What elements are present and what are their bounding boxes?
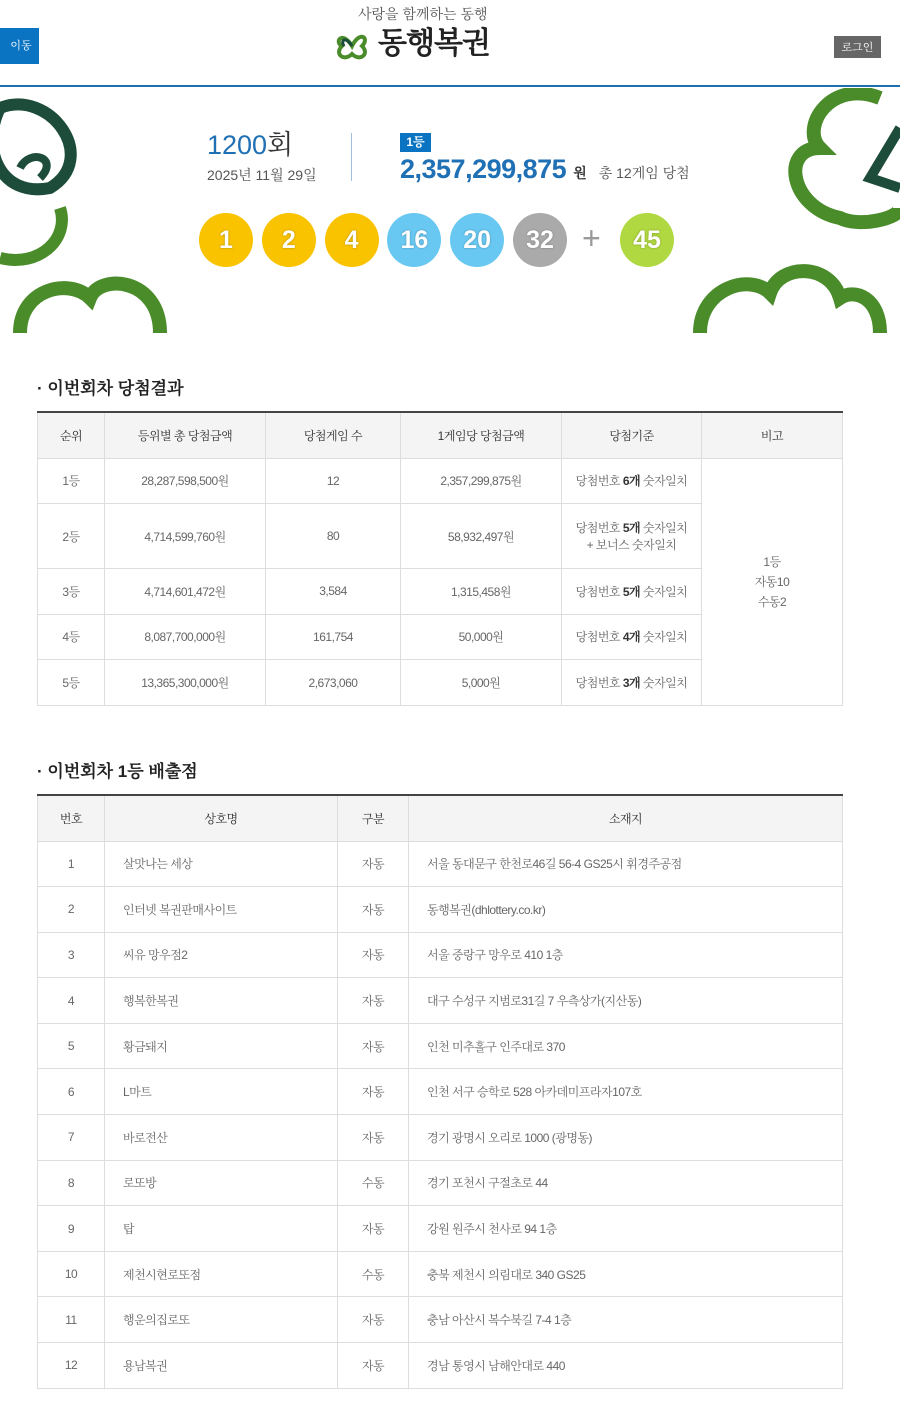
site-header: [0, 0, 900, 87]
note-line: 1등: [763, 554, 781, 569]
cell-number: 3: [38, 932, 105, 978]
winning-number-ball: 1: [199, 213, 253, 267]
cell-store-name: 탑: [105, 1206, 338, 1252]
cell-type: 자동: [338, 1343, 409, 1389]
column-header: 당첨기준: [562, 412, 702, 458]
cell-note: [702, 458, 843, 705]
cell-criteria: [562, 458, 702, 504]
cell-number: 1: [38, 841, 105, 887]
column-header: 1게임당 당첨금액: [401, 412, 562, 458]
column-header: 소재지: [409, 795, 843, 841]
cell-number: 4: [38, 978, 105, 1024]
results-section-title: · 이번회차 당첨결과: [37, 379, 184, 398]
cell-store-name: 행복한복권: [105, 978, 338, 1024]
cell-address[interactable]: 충남 아산시 복수북길 7-4 1층: [409, 1297, 843, 1343]
prize-line: [400, 154, 690, 189]
criteria-text: 당첨번호: [575, 584, 623, 599]
table-row: [38, 458, 843, 504]
cell-number: 7: [38, 1115, 105, 1161]
column-header: 상호명: [105, 795, 338, 841]
cell-store-name: 제천시현로또점: [105, 1251, 338, 1297]
cell-address[interactable]: 경기 광명시 오리로 1000 (광명동): [409, 1115, 843, 1161]
column-header: 등위별 총 당첨금액: [105, 412, 266, 458]
stores-table: [37, 794, 843, 1389]
cell-criteria: [562, 660, 702, 706]
cell-store-name: L마트: [105, 1069, 338, 1115]
cell-per: 58,932,497원: [401, 504, 562, 569]
cell-address[interactable]: 경기 포천시 구절초로 44: [409, 1160, 843, 1206]
cell-address[interactable]: 대구 수성구 지범로31길 7 우측상가(지산동): [409, 978, 843, 1024]
criteria-count: 6개: [622, 474, 641, 489]
criteria-count: 3개: [622, 676, 641, 691]
criteria-text: 숫자일치: [640, 676, 688, 691]
logo-name: 동행복권: [378, 27, 490, 60]
login-button[interactable]: 로그인: [834, 36, 881, 58]
winning-number-ball: 16: [387, 213, 441, 267]
criteria-count: 5개: [622, 521, 641, 536]
table-row: [38, 887, 843, 933]
cell-number: 11: [38, 1297, 105, 1343]
criteria-text: 숫자일치: [640, 630, 688, 645]
criteria-count: 5개: [622, 584, 641, 599]
cell-type: 자동: [338, 978, 409, 1024]
cell-type: 자동: [338, 1023, 409, 1069]
cell-games: 12: [266, 458, 401, 504]
table-row: [38, 1069, 843, 1115]
cell-rank: 4등: [38, 614, 105, 660]
stores-section-title: · 이번회차 1등 배출점: [37, 762, 198, 781]
cell-address[interactable]: 서울 중랑구 망우로 410 1층: [409, 932, 843, 978]
cell-number: 9: [38, 1206, 105, 1252]
table-row: [38, 1160, 843, 1206]
cell-store-name: 황금돼지: [105, 1023, 338, 1069]
cell-per: 5,000원: [401, 660, 562, 706]
table-row: [38, 1251, 843, 1297]
logo[interactable]: [330, 6, 520, 68]
cell-per: 2,357,299,875원: [401, 458, 562, 504]
table-row: [38, 1023, 843, 1069]
cell-address[interactable]: 강원 원주시 천사로 94 1층: [409, 1206, 843, 1252]
cell-store-name: 바로전산: [105, 1115, 338, 1161]
cell-games: 3,584: [266, 569, 401, 615]
cell-store-name: 살맛나는 세상: [105, 841, 338, 887]
table-row: [38, 1297, 843, 1343]
cell-store-name: 씨유 망우점2: [105, 932, 338, 978]
cell-number: 8: [38, 1160, 105, 1206]
criteria-text: 숫자일치: [640, 584, 688, 599]
cell-type: 자동: [338, 1297, 409, 1343]
cell-per: 50,000원: [401, 614, 562, 660]
cell-address[interactable]: 동행복권(dhlottery.co.kr): [409, 887, 843, 933]
cell-address[interactable]: 인천 미추홀구 인주대로 370: [409, 1023, 843, 1069]
criteria-text: 당첨번호: [575, 676, 623, 691]
divider: [351, 133, 352, 181]
criteria-count: 4개: [622, 630, 641, 645]
cell-criteria: [562, 569, 702, 615]
cell-store-name: 인터넷 복권판매사이트: [105, 887, 338, 933]
criteria-text: 당첨번호: [575, 474, 623, 489]
cell-total: 4,714,599,760원: [105, 504, 266, 569]
cell-type: 자동: [338, 1115, 409, 1161]
cell-number: 2: [38, 887, 105, 933]
clover-decoration-icon: [0, 88, 180, 333]
column-header: 구분: [338, 795, 409, 841]
cell-total: 28,287,598,500원: [105, 458, 266, 504]
winner-count: 총 12게임 당첨: [598, 165, 690, 181]
cell-number: 6: [38, 1069, 105, 1115]
round-number: 1200회: [207, 130, 294, 160]
cell-rank: 3등: [38, 569, 105, 615]
cell-total: 8,087,700,000원: [105, 614, 266, 660]
winning-number-ball: 32: [513, 213, 567, 267]
cell-type: 수동: [338, 1251, 409, 1297]
cell-type: 수동: [338, 1160, 409, 1206]
column-header: 순위: [38, 412, 105, 458]
table-row: [38, 1343, 843, 1389]
note-line: 자동10: [754, 574, 790, 589]
cell-number: 10: [38, 1251, 105, 1297]
table-row: [38, 978, 843, 1024]
table-row: [38, 1206, 843, 1252]
cell-store-name: 용남복권: [105, 1343, 338, 1389]
cell-address[interactable]: 충북 제천시 의림대로 340 GS25: [409, 1251, 843, 1297]
criteria-text: 숫자일치: [640, 521, 688, 536]
table-row: [38, 1115, 843, 1161]
logo-tagline: 사랑을 함께하는 동행: [358, 6, 488, 22]
cell-type: 자동: [338, 841, 409, 887]
cell-type: 자동: [338, 887, 409, 933]
cell-number: 12: [38, 1343, 105, 1389]
cell-address[interactable]: 서울 동대문구 한천로46길 56-4 GS25시 휘경주공점: [409, 841, 843, 887]
cell-total: 13,365,300,000원: [105, 660, 266, 706]
winning-number-ball: 2: [262, 213, 316, 267]
table-row: [38, 841, 843, 887]
cell-games: 80: [266, 504, 401, 569]
rank-badge: 1등: [400, 133, 431, 152]
cell-rank: 5등: [38, 660, 105, 706]
cell-criteria: [562, 504, 702, 569]
winning-number-ball: 20: [450, 213, 504, 267]
cell-games: 2,673,060: [266, 660, 401, 706]
cell-rank: 1등: [38, 458, 105, 504]
cell-rank: 2등: [38, 504, 105, 569]
cell-type: 자동: [338, 1069, 409, 1115]
column-header: 번호: [38, 795, 105, 841]
results-table: [37, 411, 843, 706]
draw-result-hero: [0, 88, 900, 333]
criteria-text: 당첨번호: [575, 630, 623, 645]
criteria-text: 숫자일치: [640, 474, 688, 489]
cell-per: 1,315,458원: [401, 569, 562, 615]
plus-sign: +: [582, 220, 601, 256]
column-header: 비고: [702, 412, 843, 458]
column-header: 당첨게임 수: [266, 412, 401, 458]
cell-store-name: 로또방: [105, 1160, 338, 1206]
move-button[interactable]: 이동: [0, 28, 39, 64]
criteria-bonus: + 보너스 숫자일치: [586, 538, 677, 553]
criteria-text: 당첨번호: [575, 521, 623, 536]
cell-type: 자동: [338, 932, 409, 978]
cell-type: 자동: [338, 1206, 409, 1252]
clover-logo-icon: [332, 28, 372, 64]
table-row: [38, 932, 843, 978]
cell-address[interactable]: 인천 서구 승학로 528 아카데미프라자107호: [409, 1069, 843, 1115]
cell-total: 4,714,601,472원: [105, 569, 266, 615]
bonus-ball: 45: [620, 213, 674, 267]
cell-games: 161,754: [266, 614, 401, 660]
cell-store-name: 행운의집로또: [105, 1297, 338, 1343]
first-prize-amount: 2,357,299,875 원: [400, 154, 587, 184]
clover-decoration-icon: [680, 88, 900, 333]
cell-address[interactable]: 경남 통영시 남해안대로 440: [409, 1343, 843, 1389]
draw-date: 2025년 11월 29일: [207, 167, 317, 183]
cell-number: 5: [38, 1023, 105, 1069]
note-line: 수동2: [757, 594, 787, 609]
cell-criteria: [562, 614, 702, 660]
winning-number-ball: 4: [325, 213, 379, 267]
